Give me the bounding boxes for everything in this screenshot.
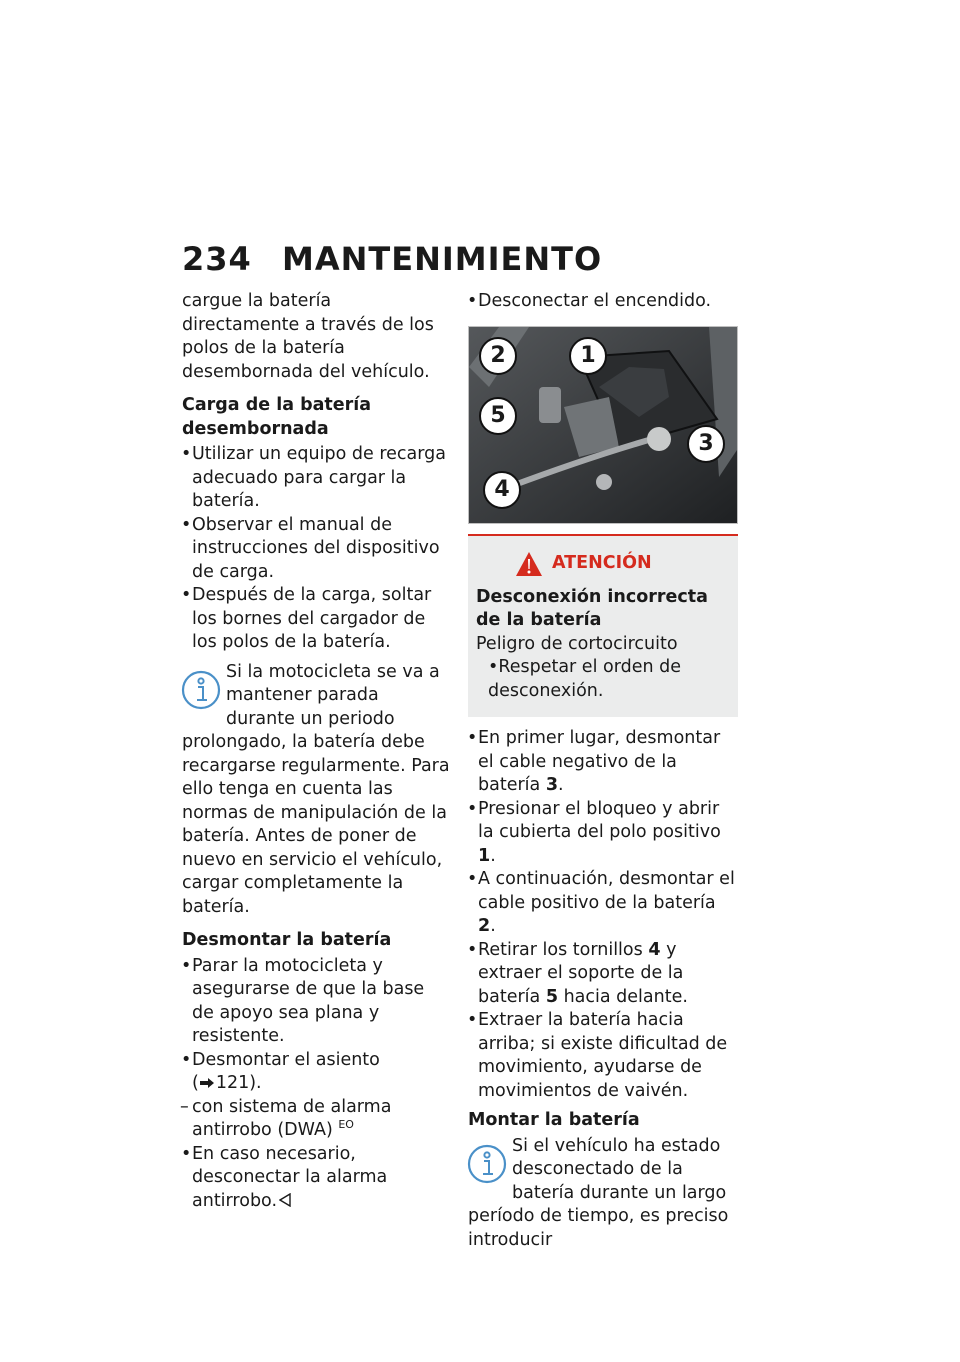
info-icon [180,669,222,711]
list-item: • En caso necesario, desconectar la alarma antirrobo. [182,1143,450,1214]
equipment-sup: EO [338,1118,354,1132]
end-marker-icon [279,1193,291,1207]
page-ref-arrow-icon [200,1078,214,1088]
section-title: MANTENIMIENTO [282,240,603,278]
charge-steps [182,443,450,655]
figure-label-1: 1 [569,337,607,375]
list-item: • Observar el manual de instrucciones del dispositivo de carga. [182,514,450,585]
page-header [182,240,742,280]
first-step [468,290,738,314]
list-item: • Después de la carga, soltar los bornes del cargador de los polos de la batería. [182,584,450,655]
ref-open: ( [192,1073,199,1093]
info-note [182,661,450,920]
figure-label-4: 4 [483,471,521,509]
list-item: • Presionar el bloqueo y abrir la cubierta del polo positivo 1. [468,798,738,869]
removal-steps [468,727,738,1103]
install-heading: Montar la batería [468,1110,640,1130]
list-item: • Retirar los tornillos 4 y extraer el soporte de la batería 5 hacia delante. [468,939,738,1010]
info-note-text: Si la motocicleta se va a mantener parada durante un periodo prolongado, la batería debe recargarse regularmente. Para ello tenga en cuenta las normas de manipulación de la batería. Antes de poner de nuevo en servicio el vehículo, cargar completamente la batería. [182,661,450,917]
page-number: 234 [182,240,252,278]
figure-label-2: 2 [479,337,517,375]
dash-list [182,1096,450,1143]
list-item: • En primer lugar, desmontar el cable negativo de la batería 3. [468,727,738,798]
final-steps [182,1143,450,1214]
list-item: • Respetar el orden de desconexión. [476,656,730,703]
figure-label-3: 3 [687,425,725,463]
intro-paragraph: cargue la batería directamente a través de los polos de la batería desembornada del vehículo. [182,291,434,382]
list-item: – con sistema de alarma antirrobo (DWA) $^{EO}$ [182,1096,450,1143]
list-item: • Utilizar un equipo de recarga adecuado para cargar la batería. [182,443,450,514]
warning-title [476,550,730,578]
battery-figure [468,326,738,524]
part-number: 5 [545,986,559,1007]
figure-label-5: 5 [479,397,517,435]
list-item [182,1049,450,1096]
right-column [468,290,738,1262]
list-item: • Extraer la batería hacia arriba; si existe dificultad de movimiento, ayudarse de movimientos de vaivén. [468,1009,738,1103]
part-number: 1 [478,845,491,866]
list-item: • Desconectar el encendido. [468,290,738,314]
warning-triangle-icon [514,550,544,578]
warning-text: Peligro de cortocircuito [476,633,678,654]
part-number: 2 [478,916,491,936]
charge-heading: Carga de la batería desembornada [182,395,372,439]
warning-label: ATENCIÓN [552,552,652,573]
list-item-text: Desmontar el asiento [192,1049,380,1070]
list-item: • Parar la motocicleta y asegurarse de que la base de apoyo sea plana y resistente. [182,955,450,1049]
warning-box [468,534,738,718]
info-icon [466,1143,508,1185]
part-number: 4 [648,939,661,960]
page-ref[interactable]: 121). [215,1073,262,1093]
left-column [182,290,450,1213]
install-note-text: Si el vehículo ha estado desconectado de la batería durante un largo período de tiempo, es preciso introducir [468,1135,729,1250]
remove-heading: Desmontar la batería [182,930,392,950]
remove-steps [182,955,450,1096]
part-number: 3 [545,775,559,795]
install-note [468,1135,738,1253]
warning-list [476,656,730,703]
list-item: • A continuación, desmontar el cable positivo de la batería 2. [468,868,738,939]
warning-subtitle: Desconexión incorrecta de la batería [476,586,708,630]
